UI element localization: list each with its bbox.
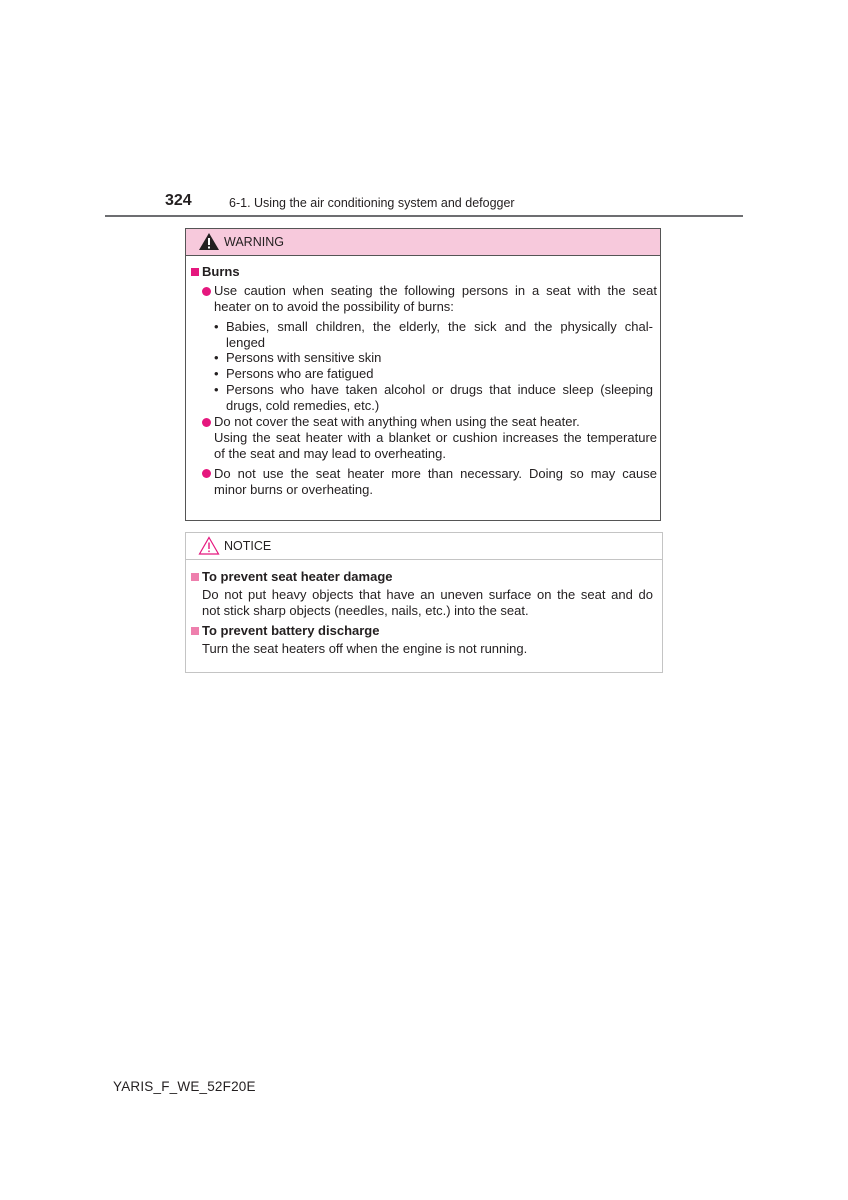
bullet-dot bbox=[202, 469, 211, 478]
warning-sub1-line2: lenged bbox=[226, 335, 266, 350]
notice-square-marker bbox=[191, 627, 199, 635]
notice-text1-line1: Do not put heavy objects that have an uneven surface on the seat and do bbox=[202, 587, 653, 602]
warning-item3-line1: Do not use the seat heater more than necessary. Doing so may cause bbox=[214, 466, 657, 481]
warning-triangle-icon bbox=[198, 232, 220, 251]
bullet-dot bbox=[202, 287, 211, 296]
warning-sub4-line2: drugs, cold remedies, etc.) bbox=[226, 398, 380, 413]
warning-item1-line1: Use caution when seating the following persons in a seat with the seat bbox=[214, 283, 657, 298]
sub-bullet: • bbox=[214, 366, 219, 381]
notice-heading-battery-discharge: To prevent battery discharge bbox=[202, 623, 380, 638]
bullet-dot bbox=[202, 418, 211, 427]
notice-text2: Turn the seat heaters off when the engine is not running. bbox=[202, 641, 528, 656]
warning-sub1-line1: Babies, small children, the elderly, the sick and the physically chal- bbox=[226, 319, 653, 334]
sub-bullet: • bbox=[214, 319, 219, 334]
section-title: 6-1. Using the air conditioning system and defogger bbox=[229, 196, 515, 210]
warning-item2-line1: Do not cover the seat with anything when using the seat heater. bbox=[214, 414, 580, 429]
burns-heading: Burns bbox=[202, 264, 240, 279]
notice-header bbox=[186, 533, 662, 560]
warning-item2-line3: of the seat and may lead to overheating. bbox=[214, 446, 446, 461]
sub-bullet: • bbox=[214, 350, 219, 365]
warning-sub4-line1: Persons who have taken alcohol or drugs that induce sleep (sleeping bbox=[226, 382, 653, 397]
sub-bullet: • bbox=[214, 382, 219, 397]
warning-item1-line2: heater on to avoid the possibility of burns: bbox=[214, 299, 454, 314]
notice-triangle-icon bbox=[198, 536, 220, 555]
notice-label: NOTICE bbox=[224, 539, 272, 553]
document-code: YARIS_F_WE_52F20E bbox=[113, 1079, 256, 1094]
page-number: 324 bbox=[165, 192, 192, 209]
warning-label: WARNING bbox=[224, 235, 284, 249]
notice-square-marker bbox=[191, 573, 199, 581]
notice-text1-line2: not stick sharp objects (needles, nails, etc.) into the seat. bbox=[202, 603, 529, 618]
notice-heading-seat-heater-damage: To prevent seat heater damage bbox=[202, 569, 393, 584]
warning-sub3: Persons who are fatigued bbox=[226, 366, 374, 381]
warning-header bbox=[186, 229, 660, 256]
warning-item2-line2: Using the seat heater with a blanket or cushion increases the temperature bbox=[214, 430, 657, 445]
burns-square-marker bbox=[191, 268, 199, 276]
warning-item3-line2: minor burns or overheating. bbox=[214, 482, 373, 497]
header-divider bbox=[105, 215, 743, 217]
warning-sub2: Persons with sensitive skin bbox=[226, 350, 382, 365]
